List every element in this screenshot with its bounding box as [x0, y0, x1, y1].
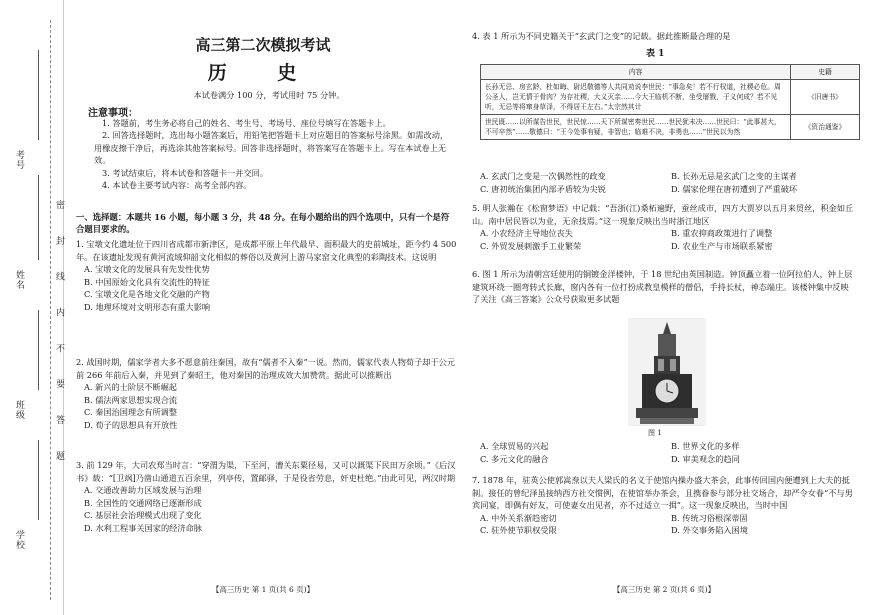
- clock-figure: [628, 318, 706, 426]
- question-1: [76, 238, 458, 314]
- qr-promo-note: 关注《高三答案》公众号获取更多试题: [480, 294, 620, 305]
- table-cell: 《资治通鉴》: [791, 115, 860, 140]
- option-b: B. 儒法两家思想实现合流: [84, 394, 178, 405]
- question-stem: 5. 明人张瀚在《松窗梦语》中记载：“吾浙(江)桑柘遍野，蚕丝成市，四方大贾岁以五月来贸丝，积金如丘山。南中居民皆以为业，无余技焉。”这一现象反映出当时浙江地区: [472, 203, 854, 226]
- option-c: C. 秦国治国理念有所调整: [84, 407, 178, 418]
- option-c: C. 驻外使节职权受限: [480, 525, 557, 536]
- option-c: C. 多元文化的融合: [480, 453, 549, 464]
- class-blank[interactable]: [38, 310, 39, 390]
- option-d: D. 审美观念的趋同: [671, 453, 740, 464]
- table-row: [481, 80, 860, 115]
- exam-title: 高三第二次模拟考试: [195, 36, 331, 54]
- table-cell: 《旧唐书》: [791, 80, 860, 115]
- option-a: A. 交通改善助力区域发展与治理: [84, 485, 202, 496]
- table-cell: 长孙无忌、房玄龄、杜如晦、尉迟敬德等人共同劝说李世民：“事急矣！若不行权道，社稷必危。周公圣人，岂无情于骨肉？为存社稷，大义灭亲……今大王临机不断，坐受屠戮，于义何成？若不见听，无忌等将窜身草泽，不得居王左右。”太宗然其计: [481, 80, 791, 115]
- option-c: C. 基层社会治理模式出现了变化: [84, 510, 202, 521]
- note-item: 4. 本试卷主要考试内容：高考全部内容。: [102, 180, 252, 191]
- note-item: 1. 答题前，考生务必将自己的姓名、考生号、考场号、座位号填写在答题卡上。: [102, 118, 391, 128]
- option-b: B. 中国原始文化具有交流性的特征: [84, 276, 210, 287]
- class-label: 班级: [14, 400, 24, 420]
- question-3: [76, 459, 458, 535]
- option-c: C. 外贸发展刺激手工业繁荣: [480, 240, 582, 251]
- exam-number-label: 考号: [14, 150, 24, 170]
- option-b: B. 重农抑商政策进行了调整: [671, 228, 773, 239]
- page-2: [466, 0, 862, 615]
- question-6-stem: [472, 268, 854, 306]
- question-7: [472, 474, 854, 537]
- seal-warning: 密 封 线 内 不 要 答 题: [54, 200, 64, 473]
- option-d: D. 水利工程事关国家的经济命脉: [84, 522, 202, 533]
- option-d: D. 儒家伦理在唐初遭到了严重破坏: [671, 183, 798, 194]
- option-b: B. 长孙无忌是玄武门之变的主谋者: [671, 171, 797, 181]
- option-a: A. 全球贸易的兴起: [480, 441, 549, 451]
- question-4-stem: [472, 30, 854, 43]
- notes-heading: 注意事项：: [88, 108, 138, 119]
- school-blank[interactable]: [38, 440, 39, 520]
- table-header: 史籍: [791, 65, 860, 80]
- note-item: 2. 回答选择题时，选出每小题答案后，用铅笔把答题卡上对应题目的答案标号涂黑。如需改动，用橡皮擦干净后，再选涂其他答案标号。回答非选择题时，将答案写在答题卡上。写在本试卷上无效。: [94, 130, 449, 166]
- question-4-options: [472, 170, 854, 195]
- option-b: B. 传统习俗根深蒂固: [671, 512, 748, 523]
- question-5: [472, 202, 854, 252]
- question-stem: 7. 1878 年，驻英公使郭嵩焘以夫人梁氏的名义于使馆内操办盛大茶会，此事传回国内便遭到上大夫的抵制。接任的曾纪泽虽接纳西方社交惯例，在使馆举办茶会，且携眷参与部分社交场合，却严令女眷“不与男宾同宴，即偶有好友，可使妻女出见者，亦不过适立一揖”。这一现象反映出，当时中国: [472, 475, 853, 511]
- option-c: C. 宝墩文化是各地文化交融的产物: [84, 289, 210, 300]
- name-label: 姓名: [14, 270, 24, 290]
- option-a: A. 新兴的士阶层不断崛起: [84, 382, 177, 393]
- option-a: A. 中外关系渐趋密切: [480, 512, 557, 523]
- question-stem: 1. 宝墩文化遗址位于四川省成都市新津区，是成都平原上年代最早、面积最大的史前城址，距今约 4 500 年。在该遗址发现有黄河流域仰韶文化相似的葬俗以及黄河上游马家窑文化典型的彩陶技术。这说明: [76, 239, 457, 262]
- table-cell: 世民既……以所谋告世民，世民惊……天下所谋密奏世民……世民犹未决……世民曰：“此事甚大，不可卒然”……敬德曰：“王今处事有疑，非智也；临难不决，非勇也……”世民以为然: [481, 115, 791, 140]
- table-title: 表 1: [646, 49, 665, 59]
- option-d: D. 荀子的思想具有开放性: [84, 419, 178, 430]
- school-label: 学校: [14, 530, 24, 550]
- option-b: B. 全国性的交通网络已逐渐形成: [84, 497, 202, 508]
- option-a: A. 小农经济主导地位丧失: [480, 228, 573, 239]
- question-stem: 6. 图 1 所示为清朝宫廷使用的铜镀金洋楼钟，于 18 世纪由英国制造。钟顶矗立着一位阿拉伯人，钟上层建筑环绕一圈弯转式长廊，窗内各有一位打扮成教皇模样的僧侣，手持长杖，神态端庄。该楼钟集中反映了关注《高三答案》公众号获取更多试题: [472, 269, 853, 305]
- notes-list: [94, 117, 456, 191]
- option-d: D. 外交事务陷入困境: [671, 525, 748, 536]
- page-footer: 【高三历史 第 2 页(共 6 页)】: [612, 585, 716, 594]
- option-d: D. 农业生产与市场联系紧密: [671, 240, 773, 251]
- binding-strip: [0, 0, 64, 615]
- table-header-row: [481, 65, 860, 80]
- figure-caption: 图 1: [648, 429, 662, 437]
- option-b: B. 世界文化的多样: [671, 441, 740, 451]
- option-a: A. 宝墩文化的发展具有先发性优势: [84, 264, 210, 275]
- history-table: [480, 64, 860, 140]
- question-stem: 3. 前 129 年，大司农郑当时言：“穿渭为渠，下至河，漕关东粟径易，又可以溉渠下民田万余顷。”《后汉书》载：“[卫飒]乃凿山通道五百余里，列亭传，置邮驿，于是役省劳息，奸吏杜绝。”由此可见，两汉时期: [76, 460, 456, 483]
- exam-number-blank[interactable]: [38, 50, 39, 140]
- question-stem: 4. 表 1 所示为不同史籍关于“玄武门之变”的记载。据此推断最合理的是: [472, 31, 731, 41]
- seal-line: [50, 20, 51, 600]
- subject-title: 历 史: [207, 62, 319, 84]
- table-row: [481, 115, 860, 140]
- question-stem: 2. 战国时期，儒家学者大多不愿意前往秦国，故有“儒者不入秦”一说。然而，儒家代表人物荀子却于公元前 266 年前后入秦，并见到了秦昭王，他对秦国的治理成效大加赞赏。据此可以推断出: [76, 357, 456, 380]
- section-heading: 一、选择题：本题共 16 小题，每小题 3 分，共 48 分。在每小题给出的四个选项中，只有一个是符合题目要求的。: [76, 212, 450, 235]
- page-footer: 【高三历史 第 1 页(共 6 页)】: [211, 585, 315, 594]
- question-6-options: [472, 440, 854, 465]
- name-blank[interactable]: [38, 175, 39, 260]
- option-a: A. 玄武门之变是一次偶然性的政变: [480, 171, 606, 181]
- option-c: C. 唐初统治集团内部矛盾较为尖锐: [480, 183, 606, 194]
- exam-info: 本试卷满分 100 分，考试用时 75 分钟。: [193, 90, 345, 100]
- option-d: D. 地理环境对文明形态有重大影响: [84, 301, 211, 312]
- page-1: [68, 0, 458, 615]
- note-item: 3. 考试结束后，将本试卷和答题卡一并交回。: [102, 167, 268, 178]
- question-2: [76, 356, 458, 432]
- table-header: 内容: [481, 65, 791, 80]
